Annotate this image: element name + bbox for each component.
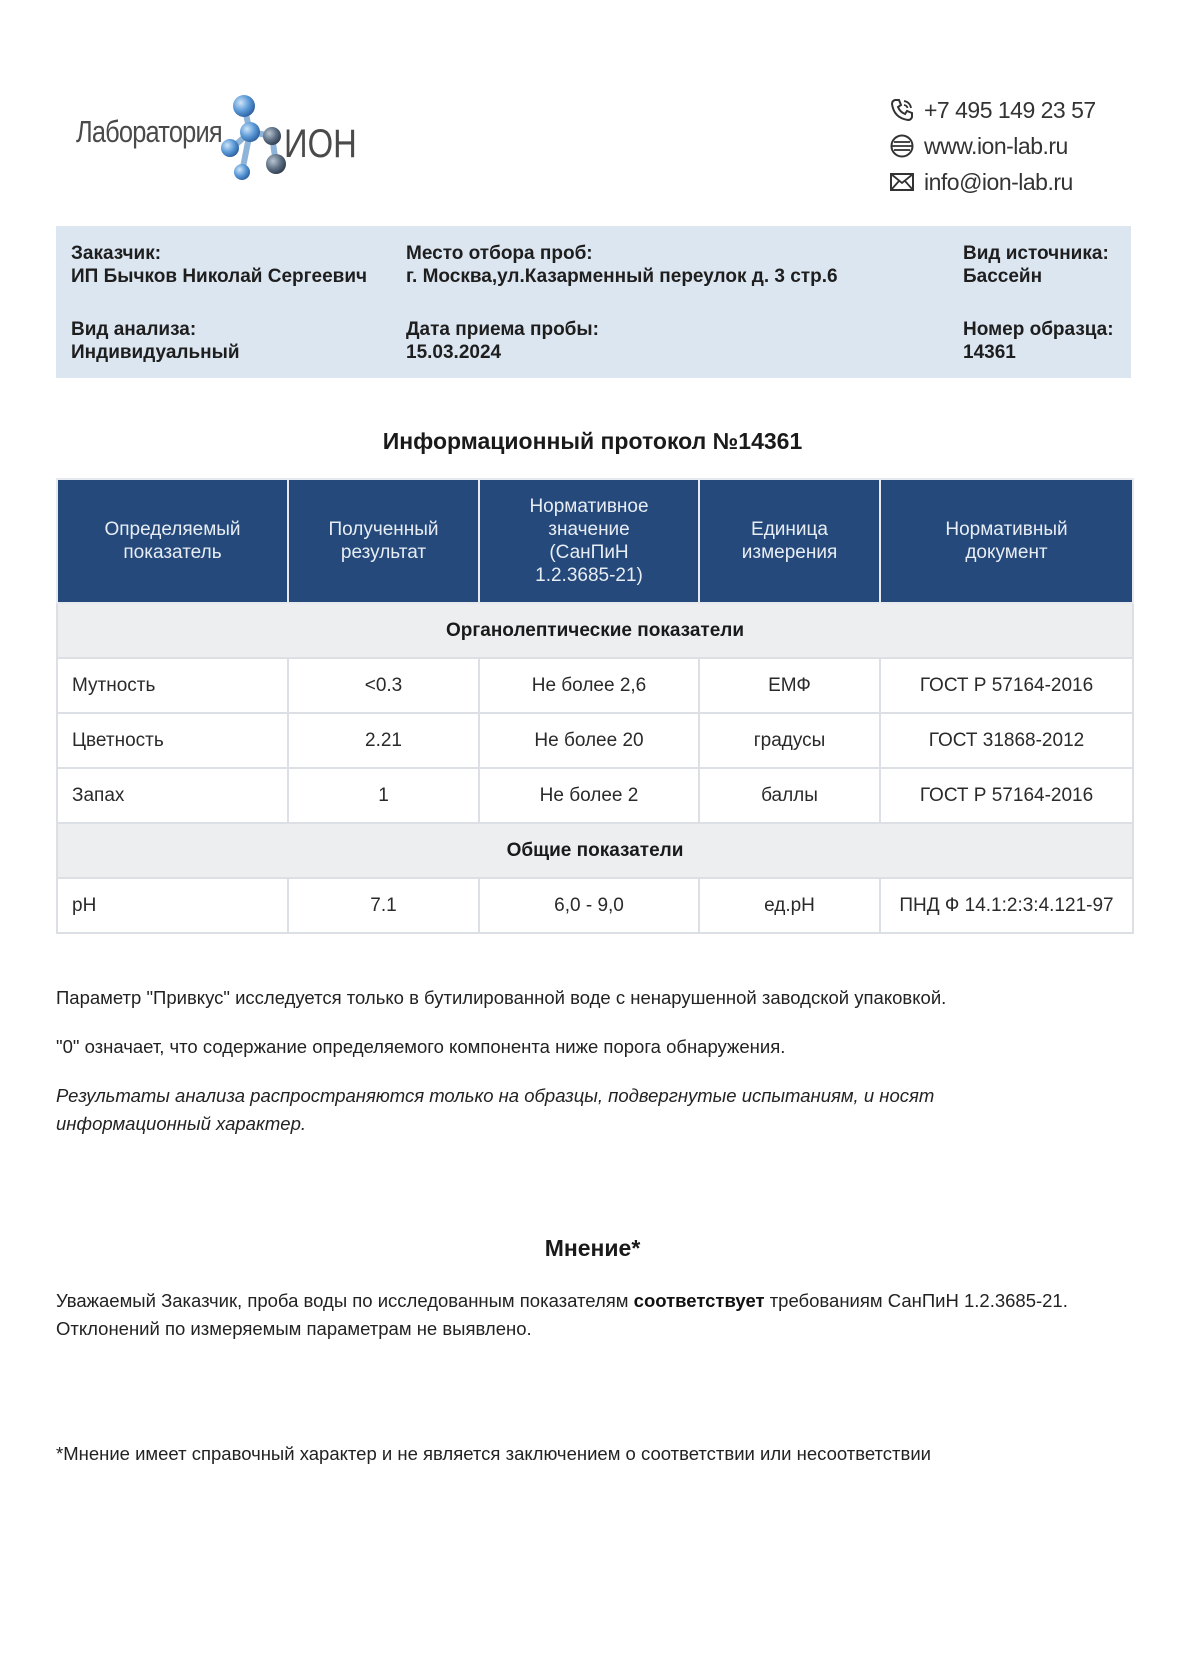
cell-result: 1	[288, 768, 479, 823]
cell-document: ПНД Ф 14.1:2:3:4.121-97	[880, 878, 1133, 933]
customer-value: ИП Бычков Николай Сергеевич	[71, 266, 368, 287]
sample-value: 14361	[963, 342, 1016, 363]
logo-ion-text: ИОН	[284, 122, 357, 166]
note-zero: "0" означает, что содержание определяемого компонента ниже порога обнаружения.	[56, 1036, 786, 1057]
sample-number-field	[963, 318, 1114, 364]
molecule-icon	[214, 92, 294, 187]
opinion-line2: Отклонений по измеряемым параметрам не выявлено.	[56, 1318, 532, 1339]
protocol-title: Информационный протокол №14361	[382, 428, 803, 454]
opinion-text-before: Уважаемый Заказчик, проба воды по исследованным показателям	[56, 1290, 629, 1311]
phone-text: +7 495 149 23 57	[924, 96, 1096, 123]
footnote: *Мнение имеет справочный характер и не является заключением о соответствии или несоответствии	[56, 1443, 931, 1464]
opinion-verdict: соответствует	[633, 1290, 765, 1311]
opinion-text-after: требованиям СанПиН 1.2.3685-21.	[769, 1290, 1068, 1311]
place-label: Место отбора проб:	[406, 243, 593, 264]
cell-norm: 6,0 - 9,0	[479, 878, 699, 933]
opinion-text	[56, 1287, 1096, 1343]
cell-indicator: Цветность	[57, 713, 288, 768]
cell-result: 7.1	[288, 878, 479, 933]
website-text: www.ion-lab.ru	[924, 132, 1068, 159]
cell-document: ГОСТ 31868-2012	[880, 713, 1133, 768]
place-value: г. Москва,ул.Казарменный переулок д. 3 стр.6	[406, 266, 838, 287]
cell-norm: Не более 2,6	[479, 658, 699, 713]
logo	[76, 92, 366, 187]
analysis-value: Индивидуальный	[71, 342, 240, 363]
cell-document: ГОСТ Р 57164-2016	[880, 658, 1133, 713]
table-row	[57, 713, 1133, 768]
header-norm: Нормативное значение (СанПиН 1.2.3685-21)	[479, 479, 699, 603]
header-document: Нормативный документ	[880, 479, 1133, 603]
analysis-label: Вид анализа:	[71, 319, 197, 340]
cell-unit: градусы	[699, 713, 880, 768]
cell-indicator: Запах	[57, 768, 288, 823]
analysis-field	[71, 318, 240, 364]
cell-unit: баллы	[699, 768, 880, 823]
contacts	[888, 92, 1148, 200]
contact-email[interactable]	[888, 164, 1148, 200]
cell-unit: ЕМФ	[699, 658, 880, 713]
place-field	[406, 242, 838, 288]
table-row	[57, 878, 1133, 933]
table-row	[57, 768, 1133, 823]
globe-icon	[888, 132, 916, 160]
table-header-row	[57, 479, 1133, 603]
source-value: Бассейн	[963, 266, 1043, 287]
header-indicator: Определяемый показатель	[57, 479, 288, 603]
section-title: Органолептические показатели	[57, 603, 1133, 658]
email-text: info@ion-lab.ru	[924, 168, 1073, 195]
section-row-general	[57, 823, 1133, 878]
header-result: Полученный результат	[288, 479, 479, 603]
mail-icon	[888, 168, 916, 196]
customer-field	[71, 242, 367, 288]
source-field	[963, 242, 1109, 288]
contact-website[interactable]	[888, 128, 1148, 164]
cell-norm: Не более 20	[479, 713, 699, 768]
cell-document: ГОСТ Р 57164-2016	[880, 768, 1133, 823]
date-label: Дата приема пробы:	[406, 319, 599, 340]
sample-label: Номер образца:	[963, 319, 1114, 340]
cell-indicator: pH	[57, 878, 288, 933]
section-row-organoleptic	[57, 603, 1133, 658]
note-results-disclaimer: Результаты анализа распространяются только на образцы, подвергнутые испытаниям, и носят информационный характер.	[56, 1085, 935, 1134]
cell-indicator: Мутность	[57, 658, 288, 713]
table-row	[57, 658, 1133, 713]
cell-unit: ед.pH	[699, 878, 880, 933]
contact-phone[interactable]	[888, 92, 1148, 128]
sample-info-panel	[56, 226, 1131, 378]
results-table	[56, 478, 1134, 934]
logo-text: Лаборатория	[76, 114, 222, 149]
date-field	[406, 318, 599, 364]
header-unit: Единица измерения	[699, 479, 880, 603]
customer-label: Заказчик:	[71, 243, 162, 264]
source-label: Вид источника:	[963, 243, 1109, 264]
cell-norm: Не более 2	[479, 768, 699, 823]
date-value: 15.03.2024	[406, 342, 502, 363]
section-title: Общие показатели	[57, 823, 1133, 878]
phone-icon	[888, 96, 916, 124]
opinion-title: Мнение*	[544, 1235, 641, 1261]
cell-result: <0.3	[288, 658, 479, 713]
note-taste: Параметр "Привкус" исследуется только в бутилированной воде с ненарушенной заводской упаковкой.	[56, 987, 947, 1008]
cell-result: 2.21	[288, 713, 479, 768]
